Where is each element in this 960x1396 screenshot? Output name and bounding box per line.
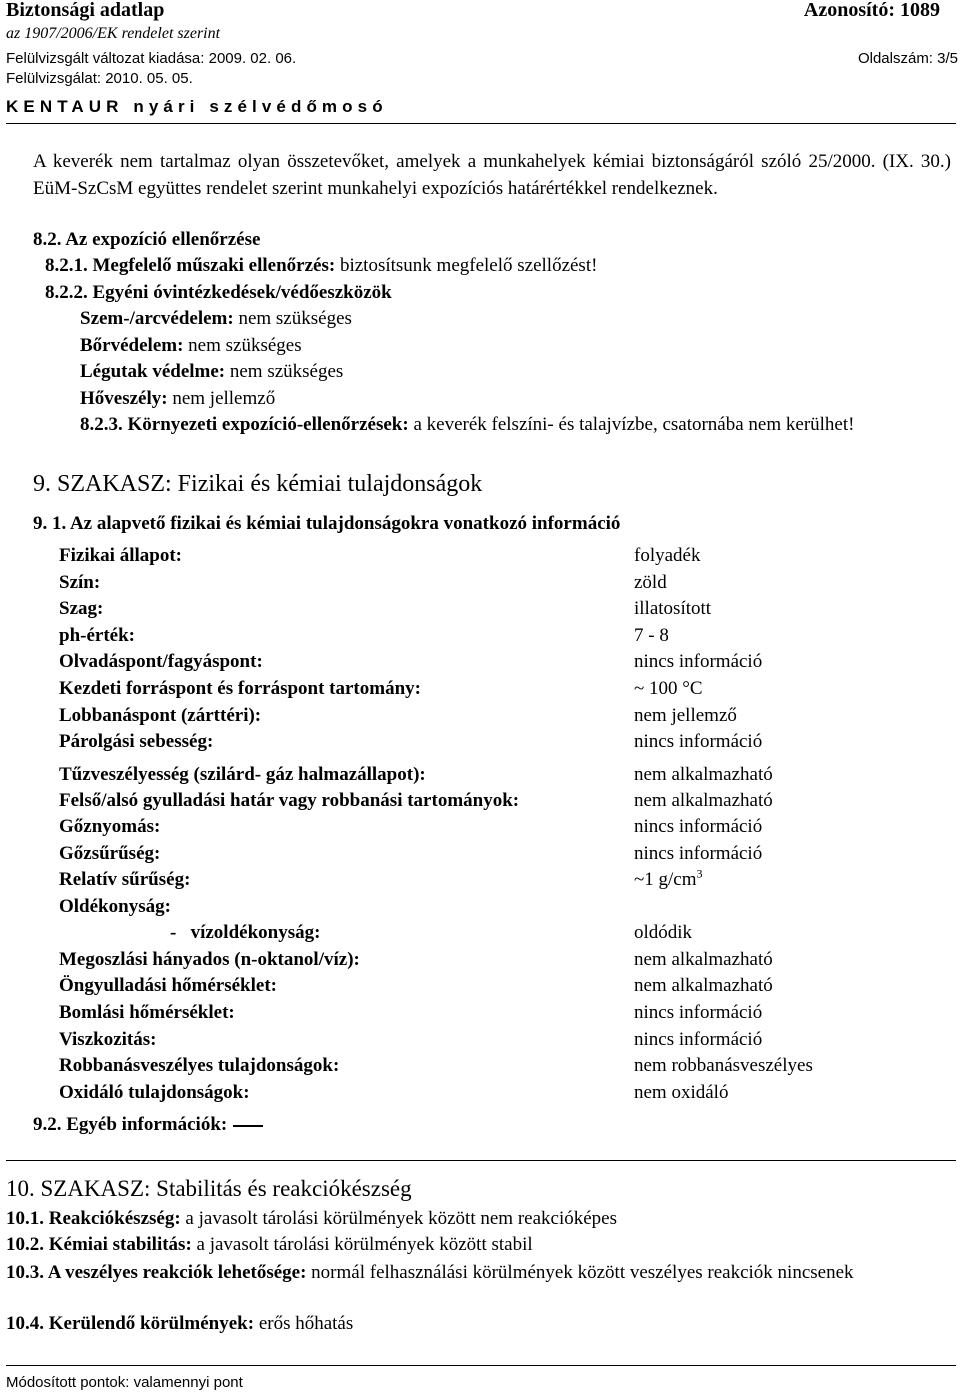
property-value: nincs információ	[634, 731, 763, 752]
property-label: Relatív sűrűség:	[59, 869, 191, 890]
property-label: Oxidáló tulajdonságok:	[59, 1082, 250, 1103]
section-divider	[6, 1160, 956, 1161]
property-label: Olvadáspont/fagyáspont:	[59, 651, 263, 672]
section-10-4-value: erős hőhatás	[258, 1313, 354, 1334]
property-label: Fizikai állapot:	[59, 545, 182, 566]
section-9-1-title: 9. 1. Az alapvető fizikai és kémiai tulajdonságokra vonatkozó információ	[33, 513, 621, 534]
property-value: nincs információ	[634, 843, 763, 864]
section-9-title: 9. SZAKASZ: Fizikai és kémiai tulajdonságok	[33, 471, 483, 497]
property-value	[634, 866, 703, 891]
property-value: ~ 100 °C	[634, 678, 703, 699]
regulation-reference: az 1907/2006/EK rendelet szerint	[6, 25, 221, 42]
density-value: ~1 g/cm	[634, 869, 697, 890]
property-label: Tűzveszélyesség (szilárd- gáz halmazállapot):	[59, 764, 426, 785]
property-sublabel: - vízoldékonyság:	[170, 922, 321, 943]
protection-row	[80, 335, 302, 357]
section-8-2-title: 8.2. Az expozíció ellenőrzése	[33, 229, 261, 250]
property-label: Robbanásveszélyes tulajdonságok:	[59, 1055, 340, 1076]
property-value: 7 - 8	[634, 625, 669, 646]
property-value: nem robbanásveszélyes	[634, 1055, 813, 1076]
property-value: nem alkalmazható	[634, 949, 773, 970]
section-10-4-label: 10.4. Kerülendő körülmények:	[6, 1313, 255, 1334]
section-8-2-3-label: 8.2.3. Környezeti expozíció-ellenőrzések:	[80, 414, 409, 435]
section-8-2-3	[80, 414, 854, 436]
density-unit-exponent: 3	[696, 866, 703, 881]
protection-row	[80, 308, 352, 330]
property-label: Bomlási hőmérséklet:	[59, 1002, 235, 1023]
protection-label: Hőveszély:	[80, 388, 168, 409]
protection-value: nem szükséges	[229, 361, 344, 382]
section-10-3-label: 10.3. A veszélyes reakciók lehetősége:	[6, 1262, 307, 1283]
section-9-2-label: 9.2. Egyéb információk:	[33, 1114, 228, 1135]
section-10-1-value: a javasolt tárolási körülmények között nem reakcióképes	[185, 1208, 617, 1229]
product-name: KENTAUR nyári szélvédőmosó	[6, 97, 388, 116]
property-value: zöld	[634, 572, 667, 593]
section-8-2-3-value: a keverék felszíni- és talajvízbe, csatornába nem kerülhet!	[413, 414, 855, 435]
property-value: nem alkalmazható	[634, 764, 773, 785]
property-value: nincs információ	[634, 1029, 763, 1050]
protection-value: nem jellemző	[172, 388, 276, 409]
document-title: Biztonsági adatlap	[6, 0, 165, 21]
section-10-2-value: a javasolt tárolási körülmények között stabil	[196, 1234, 533, 1255]
property-value: nincs információ	[634, 1002, 763, 1023]
intro-paragraph: A keverék nem tartalmaz olyan összetevőket, amelyek a munkahelyek kémiai biztonságáról szóló 25/2000. (IX. 30.) EüM-SzCsM együttes rendelet szerint munkahelyi expozíciós határértékkel rendelkeznek.	[33, 151, 951, 199]
section-8-2-1-label: 8.2.1. Megfelelő műszaki ellenőrzés:	[45, 255, 336, 276]
section-10-2	[6, 1234, 533, 1256]
property-value: oldódik	[634, 922, 693, 943]
protection-label: Bőrvédelem:	[80, 335, 184, 356]
property-label: Öngyulladási hőmérséklet:	[59, 975, 277, 996]
property-label: Gőznyomás:	[59, 816, 161, 837]
protection-value: nem szükséges	[188, 335, 302, 356]
page-number: Oldalszám: 3/5	[857, 50, 958, 67]
section-10-3	[6, 1260, 951, 1286]
section-8-2-1-value: biztosítsunk megfelelő szellőzést!	[339, 255, 598, 276]
property-value: nincs információ	[634, 651, 763, 672]
header-divider	[6, 123, 956, 124]
property-label: Gőzsűrűség:	[59, 843, 161, 864]
property-label: Lobbanáspont (zárttéri):	[59, 705, 262, 726]
revision-issue-date: Felülvizsgált változat kiadása: 2009. 02. 06.	[6, 50, 297, 67]
property-label: Kezdeti forráspont és forráspont tartomány:	[59, 678, 421, 699]
property-value: illatosított	[634, 598, 712, 619]
property-value: nincs információ	[634, 816, 763, 837]
property-label: Szag:	[59, 598, 104, 619]
section-8-2-1	[45, 255, 597, 277]
property-value: nem jellemző	[634, 705, 737, 726]
section-10-4	[6, 1313, 353, 1335]
property-value: nem alkalmazható	[634, 790, 773, 811]
section-10-1	[6, 1208, 617, 1230]
section-10-1-label: 10.1. Reakciókészség:	[6, 1208, 181, 1229]
property-label: Megoszlási hányados (n-oktanol/víz):	[59, 949, 360, 970]
document-identifier: Azonosító: 1089	[803, 0, 940, 21]
dash-placeholder	[233, 1125, 263, 1127]
protection-row	[80, 361, 343, 383]
property-value: nem oxidáló	[634, 1082, 729, 1103]
property-label: Viszkozitás:	[59, 1029, 157, 1050]
property-label: Párolgási sebesség:	[59, 731, 214, 752]
section-10-title: 10. SZAKASZ: Stabilitás és reakciókészség	[6, 1176, 412, 1201]
footer-modified-points: Módosított pontok: valamennyi pont	[6, 1374, 243, 1391]
protection-row	[80, 388, 275, 410]
property-label: ph-érték:	[59, 625, 135, 646]
section-9-2	[33, 1114, 263, 1136]
section-10-2-label: 10.2. Kémiai stabilitás:	[6, 1234, 192, 1255]
property-value: folyadék	[634, 545, 701, 566]
property-label: Felső/alsó gyulladási határ vagy robbanási tartományok:	[59, 790, 520, 811]
protection-label: Szem-/arcvédelem:	[80, 308, 234, 329]
section-10-3-value: normál felhasználási körülmények között veszélyes reakciók nincsenek	[311, 1262, 854, 1283]
section-8-2-2-label: 8.2.2. Egyéni óvintézkedések/védőeszközök	[45, 282, 392, 303]
protection-value: nem szükséges	[238, 308, 352, 329]
property-value: nem alkalmazható	[634, 975, 773, 996]
protection-label: Légutak védelme:	[80, 361, 226, 382]
property-label: Szín:	[59, 572, 101, 593]
footer-divider	[6, 1365, 956, 1366]
review-date: Felülvizsgálat: 2010. 05. 05.	[6, 70, 193, 87]
property-label: Oldékonyság:	[59, 896, 171, 917]
